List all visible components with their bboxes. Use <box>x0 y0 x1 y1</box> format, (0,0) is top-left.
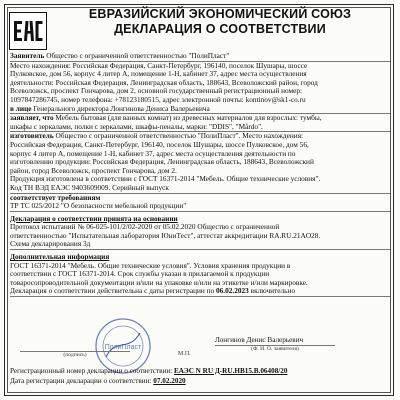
manufacturer-line: корпус 4 литер А, помещение 1-Н, кабинет 37, адрес места осуществления деятельности по <box>10 149 296 158</box>
validity-line <box>10 287 390 297</box>
additional-line: товаросопроводительной документации и/или на упаковке и/или на этикетке и/или маркировке. <box>10 278 308 287</box>
registration-date: 07.02.2020 <box>153 377 186 385</box>
manufacturer-line: Российская Федерация, Санкт-Петербург, 196140, поселок Шушары, шоссе Пулковское, дом 56, <box>10 140 309 149</box>
manufacturer-line: изготовлению продукции: Российская Федерация, Ленинградская область, 188643, Всеволожский <box>10 158 314 167</box>
basis-line: Протокол испытаний № 06-025-101/2/02-2020 от 05.02.2020 Общество с ограниченной <box>10 223 280 232</box>
manufacturer-label: изготовитель <box>10 132 54 141</box>
registration-number: ЕАЭС N RU Д-RU.HB15.B.06408/20 <box>174 367 288 375</box>
registration-date-line <box>10 377 390 385</box>
representative-prefix: в лице <box>10 104 32 113</box>
manufacturer-line: Код ТН ВЭД ЕАЭС 9403609009. Серийный выпуск <box>10 184 390 194</box>
basis-line: Схема декларирования 3д <box>10 240 390 250</box>
additional-line: ГОСТ 16371-2014 "Мебель. Общие технические условия". Условия хранения продукции в <box>10 261 291 270</box>
stamp-text: ПолиПласт <box>104 344 142 351</box>
declares-label: заявляет, что <box>10 114 54 123</box>
manufacturer-line: район, город Всеволожск, проспект Гончарова, дом 2. <box>10 166 177 175</box>
title-declaration: ДЕКЛАРАЦИЯ О СООТВЕТСТВИИ <box>114 22 326 36</box>
signature-block <box>10 333 390 388</box>
registration-prefix: Регистрационный номер декларации о соответствии: <box>10 367 175 375</box>
applicant-address-line: деятельности: Российская Федерация, Ленинградская область, 188643, Всеволожский район, город <box>10 78 318 87</box>
registration-date-prefix: Дата регистрации декларации о соответствии: <box>10 377 154 385</box>
applicant-address-line: Всеволожск, проспект Гончарова, дом 2, основной государственный регистрационный номер: <box>10 87 303 96</box>
manufacturer-line <box>10 132 390 141</box>
applicant-address-line: Место нахождения: Российская Федерация, Санкт-Петербург, 196140, поселок Шушары, шоссе <box>10 61 308 70</box>
declares-line: шкафы с зеркалами, полки с зеркалами, шкафы-пеналы, марки: "DDIS", "Mårdo". <box>10 123 390 133</box>
validity-suffix: включительно <box>248 287 295 296</box>
basis-line: ответственностью "Испытательная лаборатория ЮниТест", аттестат аккредитации RA.RU.21AO28. <box>10 231 321 240</box>
title-union: ЕВРАЗИЙСКИЙ ЭКОНОМИЧЕСКИЙ СОЮЗ <box>88 7 352 21</box>
manufacturer-text: Общество с ограниченной ответственностью "ПолиПласт". Место нахождения: <box>53 132 304 141</box>
applicant-address-line: 1097847286745, номер телефона: +78123180515, адрес электронной почты: kontinov@sk1-co.ru <box>10 95 306 104</box>
seal-mark: М.П. <box>178 351 191 357</box>
additional-heading: Дополнительная информация <box>10 253 110 262</box>
validity-date: 06.02.2023 <box>215 287 249 296</box>
declaration-body <box>10 52 390 297</box>
signature-caption: (подпись) <box>20 351 130 358</box>
conforms-heading: соответствует требованиям <box>10 193 101 202</box>
basis-heading: Декларация о соответствии принята на основании <box>10 214 178 223</box>
declares-text: Мебель бытовая (для ванных комнат) из древесных материалов для взрослых: тумбы, <box>53 114 322 123</box>
declares-line <box>10 114 390 123</box>
eac-logo <box>9 12 47 50</box>
representative-text: Генерального директора Лонгинова Дениса Валерьевича <box>33 104 210 113</box>
manufacturer-line: Продукция изготовлена в соответствии с ГОСТ 16371-2014 "Мебель. Общие технические условия". <box>10 175 321 184</box>
additional-line: соответствии с ГОСТ 16371-2014. Срок службы указан в прилагаемой к продукции <box>10 270 270 279</box>
applicant-name: Общество с ограниченной ответственностью "ПолиПласт" <box>46 52 230 60</box>
conforms-text: ТР ТС 025/2012 "О безопасности мебельной продукции" <box>10 202 390 212</box>
applicant-label: Заявитель <box>10 52 45 60</box>
registration-number-line <box>10 367 390 375</box>
signer-name: Лонгинов Денис Валерьевич <box>215 336 304 344</box>
applicant-address-line: Пулковское, дом 56, корпус 4 литер А, помещение 1-Н, кабинет 37, адрес места осуществления <box>10 70 307 79</box>
signer-caption: (Ф. И. О. заявителя) <box>215 345 335 352</box>
validity-prefix: Декларация о соответствии действительна с даты регистрации по <box>10 287 216 296</box>
applicant-line <box>10 52 390 62</box>
representative-line <box>10 105 390 115</box>
document-title <box>60 7 380 37</box>
